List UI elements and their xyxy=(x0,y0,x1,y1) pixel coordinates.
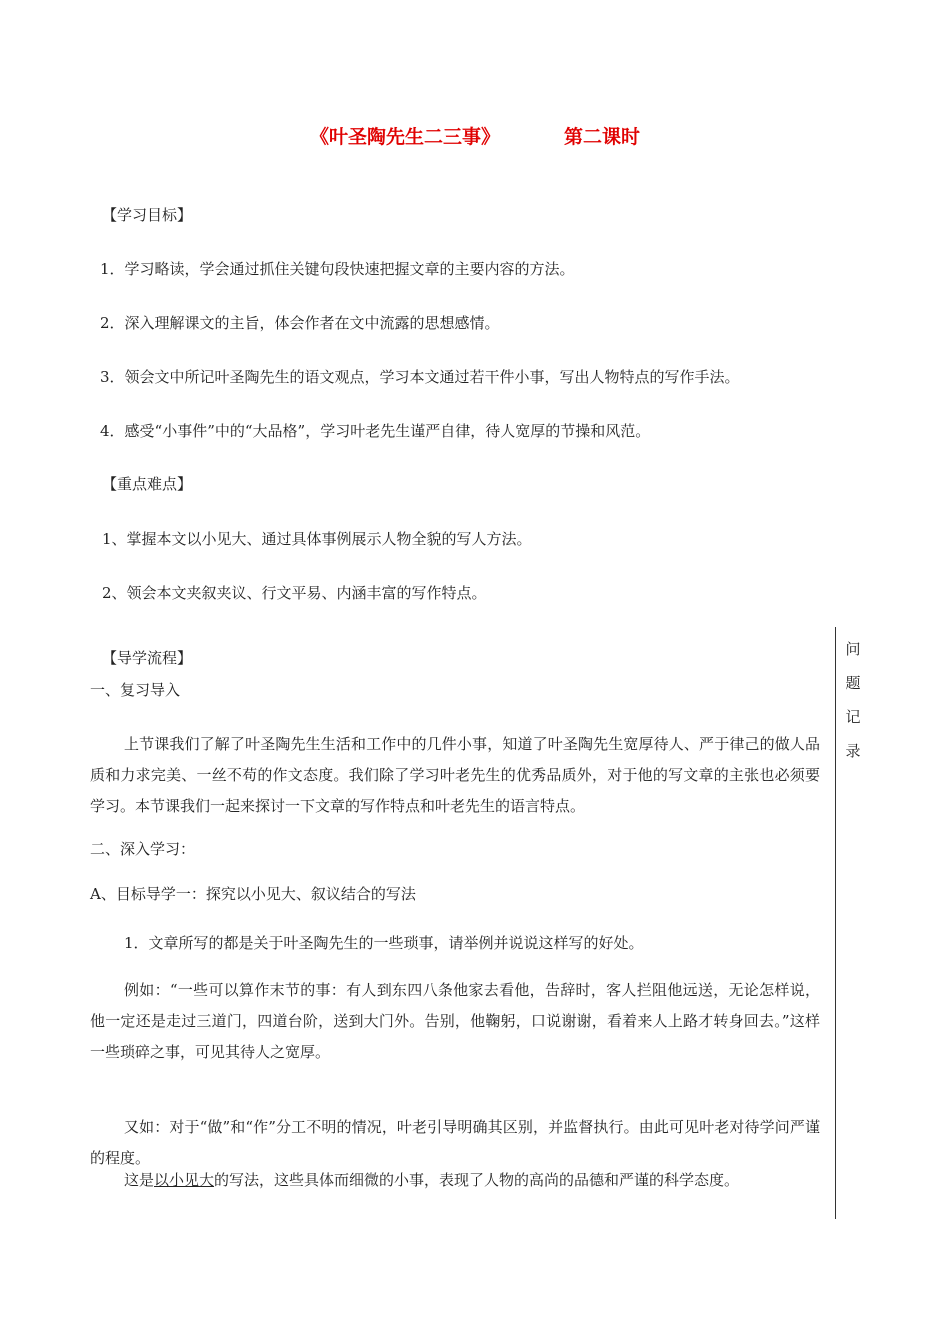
page-title xyxy=(0,122,950,149)
key-point-item-2: 2、领会本文夹叙夹议、行文平易、内涵丰富的写作特点。 xyxy=(102,584,487,602)
conclusion-underlined: 以小见大 xyxy=(154,1171,215,1189)
example-1-paragraph: 例如：“一些可以算作末节的事：有人到东四八条他家去看他，告辞时，客人拦阻他远送，无论怎样说，他一定还是走过三道门，四道台阶，送到大门外。告别，他鞠躬，口说谢谢，看着来人上路才转身回去。”这样一些琐碎之事，可见其待人之宽厚。 xyxy=(90,981,820,1061)
title-main: 《叶圣陶先生二三事》 xyxy=(309,126,500,148)
conclusion-paragraph xyxy=(90,1165,820,1196)
objective-item-4: 4．感受“小事件”中的“大品格”，学习叶老先生谨严自律，待人宽厚的节操和风范。 xyxy=(100,422,651,440)
conclusion-post: 的写法，这些具体而细微的小事，表现了人物的高尚的品德和严谨的科学态度。 xyxy=(214,1171,740,1189)
conclusion-pre: 这是 xyxy=(124,1171,155,1189)
objectives-heading: 【学习目标】 xyxy=(102,206,193,224)
margin-divider xyxy=(835,627,836,1219)
section-1-paragraph: 上节课我们了解了叶圣陶先生生活和工作中的几件小事，知道了叶圣陶先生宽厚待人、严于律己的做人品质和力求完美、一丝不苟的作文态度。我们除了学习叶老先生的优秀品质外，对于他的写文章的主张也必须要学习。本节课我们一起来探讨一下文章的写作特点和叶老先生的语言特点。 xyxy=(90,735,820,815)
section-1-title: 一、复习导入 xyxy=(90,681,181,699)
process-heading: 【导学流程】 xyxy=(102,649,193,667)
section-2-title: 二、深入学习： xyxy=(90,840,196,858)
example-2-paragraph: 又如：对于“做”和“作”分工不明的情况，叶老引导明确其区别，并监督执行。由此可见叶老对待学问严谨的程度。 xyxy=(90,1118,820,1167)
title-lesson: 第二课时 xyxy=(564,126,641,148)
key-points-heading: 【重点难点】 xyxy=(102,475,193,493)
goal-a-title: A、目标导学一：探究以小见大、叙议结合的写法 xyxy=(90,885,416,903)
objective-item-1: 1．学习略读，学会通过抓住关键句段快速把握文章的主要内容的方法。 xyxy=(100,260,575,278)
objective-item-2: 2．深入理解课文的主旨，体会作者在文中流露的思想感情。 xyxy=(100,314,500,332)
question-1: 1．文章所写的都是关于叶圣陶先生的一些琐事，请举例并说说这样写的好处。 xyxy=(124,934,644,952)
objective-item-3: 3．领会文中所记叶圣陶先生的语文观点，学习本文通过若干件小事，写出人物特点的写作手法。 xyxy=(100,368,740,386)
side-note-question-record: 问题记录 xyxy=(845,640,861,760)
key-point-item-1: 1、掌握本文以小见大、通过具体事例展示人物全貌的写人方法。 xyxy=(102,530,532,548)
